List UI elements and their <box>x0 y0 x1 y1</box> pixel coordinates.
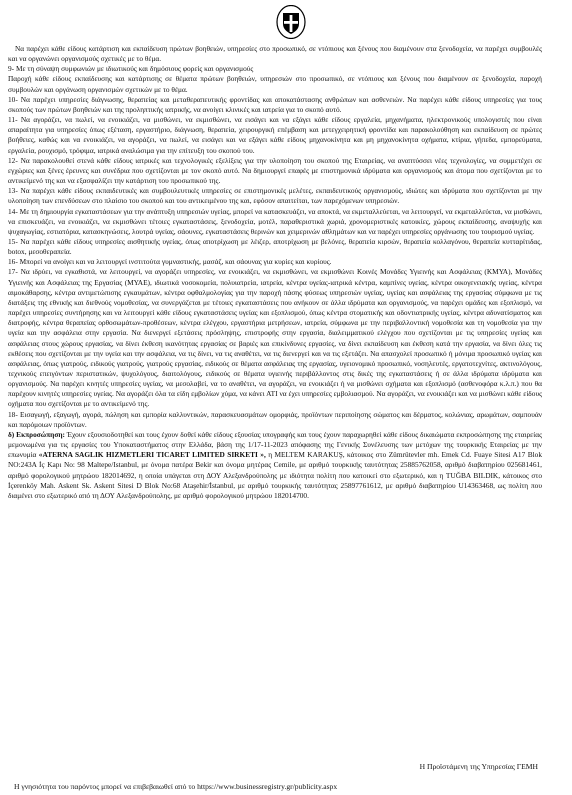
greek-coat-of-arms-icon <box>276 5 306 39</box>
paragraph-9-body: Παροχή κάθε είδους εκπαίδευσης και κατάρτισης σε θέματα πρώτων βοηθειών, υπηρεσιών στο προσωπικό, σε ντόπιους και ξένους που διαμένουν σε ξενοδοχεία, παροχή συμβουλών και οργάνωση οργανισμών σχετικών με το θέμα. <box>8 74 542 94</box>
representation-label: δ) Εκπροσώπηση: <box>8 429 65 439</box>
footer-verification <box>14 782 337 791</box>
representation-text-1: Έχουν εξουσιοδοτηθεί και τους έχουν δοθεί κάθε είδους εξουσίας υπογραφής και τους έχουν παραχωρηθεί κάθε είδους δικαιώματα εκπροσώπησης της εταιρείας μεμονωμένα για τις εργασίες του Υποκαταστήματος στην Ελλάδα, βάση της 1/17-11-2023 απόφασης της Γενικής Συνέλευσης των μετόχων της τουρκικής Εταιρείας με την επωνυμία <box>8 429 542 460</box>
paragraph-15: 15- Να παρέχει κάθε είδους υπηρεσίες αισθητικής υγείας, όπως αποτρίχωση με λέιζερ, αποτρίχωση με βελόνες, θεραπεία κιρσών, θεραπεία κολλαγόνου, θεραπεία κυτταρίτιδας, botox, μεσοθεραπεία. <box>8 236 542 257</box>
paragraph-8-body: Να παρέχει κάθε είδους κατάρτιση και εκπαίδευση πρώτων βοηθειών, υπηρεσίες στο προσωπικό, σε ντόπιους και ξένους που διαμένουν στα ξενοδοχεία, να παρέχει συμβουλές και να οργανώνει οργανισμούς σχετικές με το θέμα. <box>8 44 542 64</box>
paragraph-14: 14- Με τη δημιουργία εγκαταστάσεων για την ανάπτυξη υπηρεσιών υγείας, μπορεί να κατασκευάζει, να αποκτά, να εκμεταλλεύεται, να λειτουργεί, να εκμεταλλεύεται, να μισθώνει, να επισκευάζει, να ενοικιάζει, να εκμισθώνει τέτοιες εγκαταστάσεις, ξενοδοχεία, μοτέλ, παραθεριστικά χωριά, χρονομεριστικές κατοικίες, χώρους εκπαίδευσης, αναψυχής και ψυχαγωγίας, εστιατόρια, κατασκηνώσεις, λουτρά υγείας, σάουνες, εγκαταστάσεις θερινών και χειμερινών αθλημάτων και να παρέχει υπηρεσίες οργάνωσης του τουρισμού υγείας. <box>8 206 542 236</box>
paragraph-17: 17- Να ιδρύει, να εγκαθιστά, να λειτουργεί, να αγοράζει υπηρεσίες, να ενοικιάζει, να εκμισθώνει, να εκμισθώνει Κοινές Μονάδες Υγιεινής και Ασφάλειας (ΚΜΥΑ), Μονάδες Υγιεινής και Ασφάλειας της Εργασίας (ΜΥΑΕ), ιδιωτικά νοσοκομεία, πολυιατρεία, ιατρεία, κέντρα υγείας-ιατρικά κέντρα, καμπίνες υγείας, κέντρα οικογενειακής υγείας, κέντρα αιμοκάθαρσης, κέντρα αντιμετώπισης εγκαυμάτων, κέντρα οφθαλμολογίας για την παροχή πάσης φύσεως υπηρεσιών υγείας, υγείας και ασφάλειας της εργασίας σύμφωνα με τις διατάξεις της εθνικής και διεθνούς νομοθεσίας, να συνεργάζεται με τέτοιες εγκαταστάσεις που ανήκουν σε άλλα ιδρύματα και οργανισμούς, να παρέχει ομάδες και εξοπλισμό, να παρέχει υπηρεσίες συντήρησης και να λειτουργεί κάθε είδους εγκαταστάσεις υγείας και εξοπλισμού, όπως κέντρα στοματικής και οδοντιατρικής υγείας, κέντρα αδυνατίσματος και διατροφής, κέντρα θεραπείας ορθοσωμάτων-προθέσεων, κέντρα ελέγχου, εργαστήρια μετρήσεων, ιατρεία, σύμφωνα με την περιβαλλοντική νομοθεσία και τη νομοθεσία για την υγεία και την ασφάλεια στην εργασία. Να διενεργεί εξετάσεις πρόσληψης, επιστροφής στην εργασία, διαλειμματικού ελέγχου που σχετίζονται με τις υπηρεσίες υγείας και ασφάλειας στους χώρους εργασίας, να δίνει έκθεση ικανότητας εργασίας σε βαριές και επικίνδυνες εργασίες, να δίνει εκπαίδευση και έκθεση κατά την εργασία, να δίνει όλες τις εκθέσεις που σχετίζονται με την υγεία και την ασφάλεια, να τις δίνει, να τις αναθέτει, να τις διενεργεί και να τις εξετάζει. Να απασχολεί προσωπικό ή μόνιμα προσωπικό υγείας και ασφάλειας, όπως γιατρούς, ειδικούς γιατρούς, γιατρούς εργασίας, ειδικούς σε θέματα ασφάλειας της εργασίας, υγειονομικό προσωπικό, νοσηλευτές, εργατοτεχνίτες, ακτινολόγους, τεχνικούς επειγόντων περιστατικών, ψυχολόγους, διαιτολόγους, ειδικούς σε θέματα υγιεινής περιβάλλοντος στις δικές της εγκαταστάσεις ή σε άλλα ιδρύματα ιδρύματα και οργανισμούς. Να παρέχει κινητές υπηρεσίες υγείας, να μεσολαβεί, να το αναθέτει, να αγοράζει, να ενοικιάζει ή να μισθώνει σχήματα και εξοπλισμό (ασθενοφόρα κ.λ.π.) που θα παρέχουν κινητές υπηρεσίες υγείας. Να αγοράζει όλα τα είδη εμβολίων χύμα, να κάνει ΑΤΙ να έχει υπηρεσίες εμβολιασμού. Να αγοράζει, να ενοικιάζει και να μισθώνει κάθε είδους οχήματα που σχετίζονται με το αντικείμενό της. <box>8 267 542 409</box>
representation-paragraph <box>8 430 542 501</box>
paragraph-9: 9- Με τη σύναψη συμφωνιών με ιδιωτικούς και δημόσιους φορείς και οργανισμούς <box>8 64 254 74</box>
paragraph-11: 11- Να αγοράζει, να πωλεί, να ενοικιάζει, να μισθώνει, να εκμισθώνει, να εισάγει και να εξάγει κάθε είδους εργαλεία, μηχανήματα, ηλεκτρονικούς υπολογιστές που είναι απαραίτητα για υπηρεσίες όπως εξέταση, εργαστήριο, διάγνωση, θεραπεία, χειρουργική επέμβαση και μετεγχειρητική φροντίδα και παρακολούθηση και εκπαίδευση σε πρώτες βοήθειες, καθώς και να ενοικιάζει, να αγοράζει, να πωλεί, να εισάγει και να εξάγει κάθε είδους μηχανοκίνητα και μη μηχανοκίνητα οχήματα, κτίρια, γήπεδα, εμπορεύματα, εργαλεία, ρουχισμό, τρόφιμα, ιατρικά αναλώσιμα για την επίτευξη του σκοπού του. <box>8 115 542 155</box>
paragraph-18: 18- Εισαγωγή, εξαγωγή, αγορά, πώληση και εμπορία καλλυντικών, παρασκευασμάτων ομορφιάς, προϊόντων περιποίησης σώματος και δέρματος, κολώνιας, αρωμάτων, σαμπουάν και παρόμοιων προϊόντων. <box>8 409 542 429</box>
paragraph-16: 16- Μπορεί να ανοίγει και να λειτουργεί ινστιτούτα γυμναστικής, μασάζ, και σάουνας για κυρίες και κυρίους. <box>8 257 332 267</box>
footer-prefix: Η γνησιότητα του παρόντος μπορεί να επιβεβαιωθεί από το <box>14 782 198 791</box>
company-name: «ATERNA SAGLIK HIZMETLERI TICARET LIMITED SIRKETI », <box>38 450 266 460</box>
paragraph-12: 12- Να παρακολουθεί στενά κάθε είδους ιατρικές και τεχνολογικές εξελίξεις για την υλοποίηση του σκοπού της Εταιρείας, να αναπτύσσει νέες τεχνολογίες, να συμμετέχει σε εγχώριες και ξένες έρευνες και συνέδρια που σχετίζονται με τον σκοπό αυτό. Να δημιουργεί επαφές με επιστημονικά ιδρύματα και οργανισμούς και άτομα που σχετίζονται με το αντικείμενό της και να εξασφαλίζει την κατάρτιση του προσωπικού της. <box>8 155 542 186</box>
document-body <box>8 44 542 501</box>
representation-text-2: η MELTEM KARAKUŞ, κάτοικος στο Zümrütevler mh. Emek Cd. Fuaye Sitesi A17 Blok NO:243A İç Kapı No: 98 Maltepe/Istanbul, με όνομα πατέρα Bekir και όνομα μητέρας Cemile, με αριθμό τουρκικής ταυτότητας 25885762058, αριθμό διαβατηρίου 025681461, αριθμό φορολογικού μητρώου 182014692, η οποία υπάγεται στη ΔΟΥ Αλεξανδρούπολης με ιδιότητα πολίτη που κατοικεί στο εξωτερικό, και η TUĞBA BILDIK, κάτοικος στο İçerenköy Mah. Askent Sk. Askent Sitesi D Blok No:68 Ataşehir/İstanbul, με αριθμό τουρκικής ταυτότητας 25897761612, με αριθμό διαβατηρίου U14363468, ως πολίτη που διαμένει στο εξωτερικό από τη ΔΟΥ Αλεξανδρούπολης, με αριθμό φορολογικού μητρώου 182014700. <box>8 450 542 500</box>
signature-line: Η Προϊστάμενη της Υπηρεσίας ΓΕΜΗ <box>419 762 538 771</box>
footer-link[interactable]: https://www.businessregistry.gr/publicity.aspx <box>197 782 338 791</box>
paragraph-10: 10- Να παρέχει υπηρεσίες διάγνωσης, θεραπείας και μεταθεραπευτικής φροντίδας και αποκατάστασης ανθρώπων και ασθενειών. Να παρέχει κάθε είδους υπηρεσίες για τους σκοπούς των πρώτων βοηθειών και της προληπτικής ιατρικής, να ανοίγει κλινικές και ιατρεία για το σκοπό αυτό. <box>8 94 542 114</box>
paragraph-13: 13- Να παρέχει κάθε είδους εκπαιδευτικές και συμβουλευτικές υπηρεσίες σε επιστημονικές μελέτες, εκπαιδευτικούς οργανισμούς, ιδιώτες και ιδρύματα που σχετίζονται με την υλοποίηση των επενδύσεων στο πλαίσιο του σκοπού και του αντικειμένου της και, εφόσον απαιτείται, των παρεχόμενων υπηρεσιών. <box>8 186 542 206</box>
